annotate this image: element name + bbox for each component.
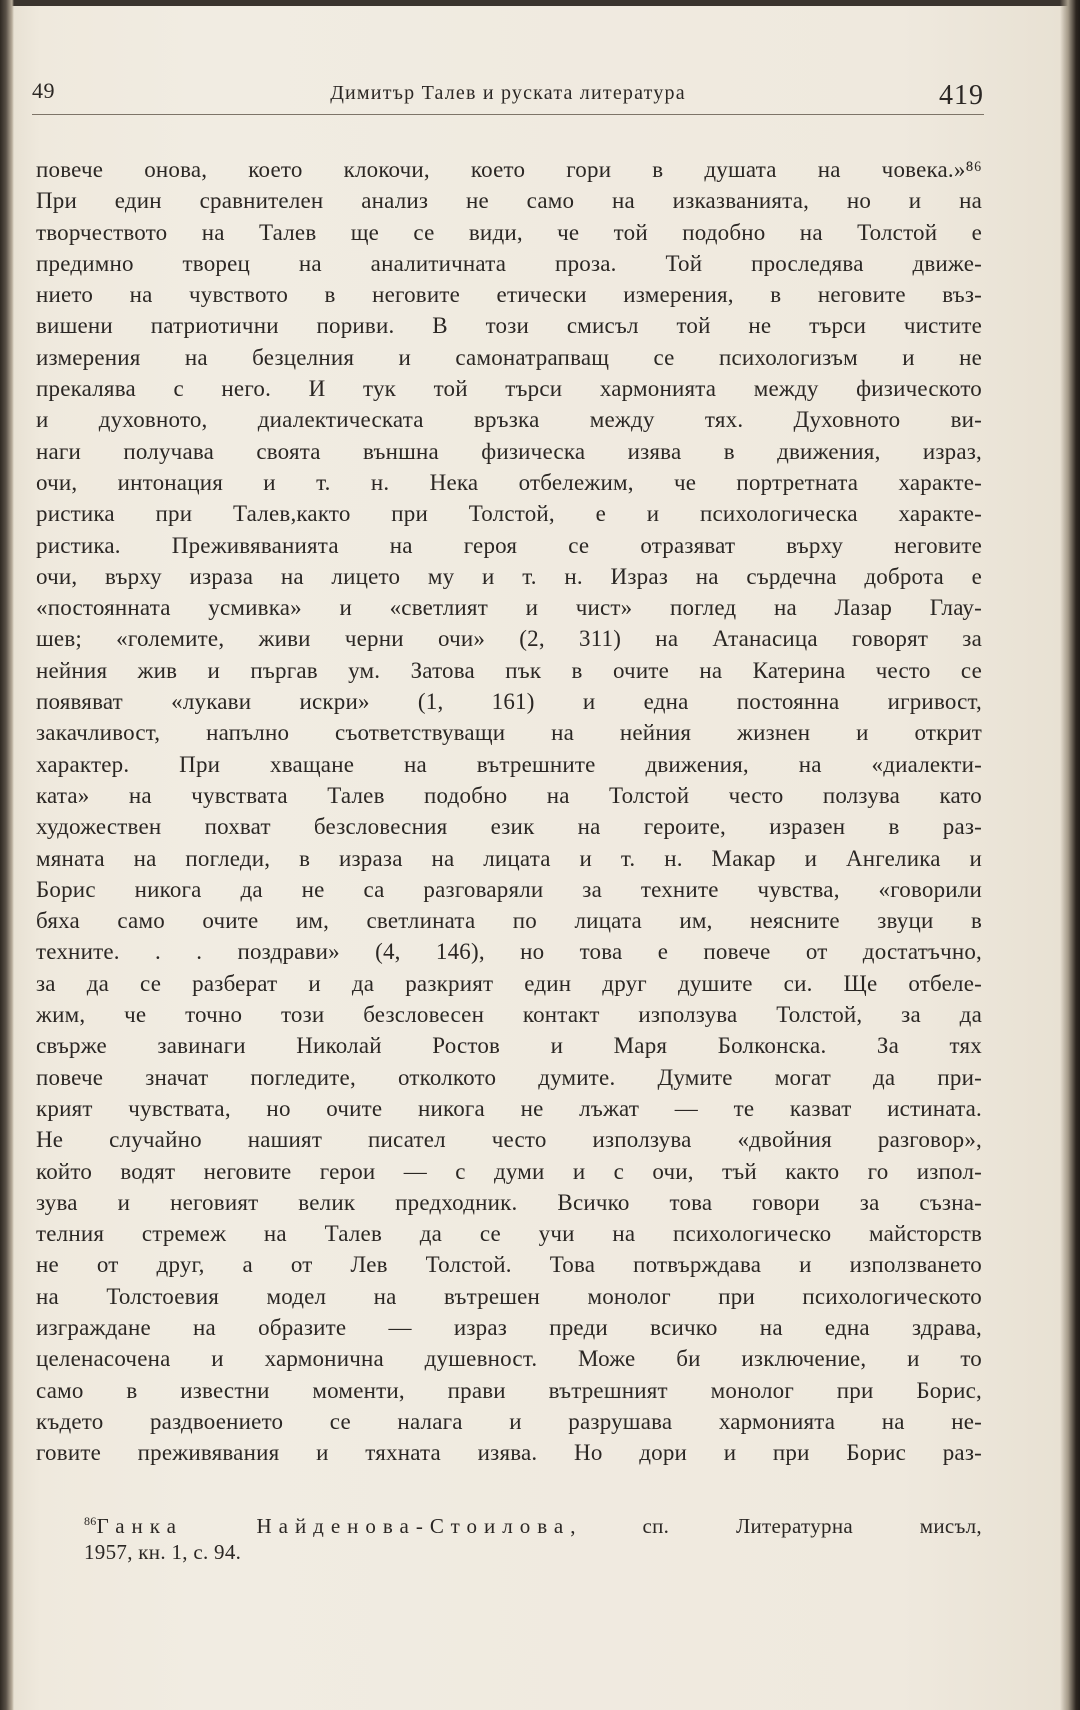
text-line: ристика. Преживяванията на героя се отразяват върху неговите (36, 532, 982, 558)
text-line: крият чувствата, но очите никога не лъжат — те казват истината. (36, 1095, 982, 1121)
text-line: техните. . . поздрави» (4, 146), но това е повече от достатъчно, (36, 939, 982, 965)
footnote-line (84, 1508, 982, 1539)
text-line: който водят неговите герои — с думи и с очи, тъй както го изпол- (36, 1158, 982, 1184)
text-line: художествен похват безсловесния език на героите, изразен в раз- (36, 814, 982, 840)
text-line: за да се разберат и да разкрият един друг душите си. Ще отбеле- (36, 970, 982, 996)
running-head (32, 78, 984, 112)
text-line: и духовното, диалектическата връзка между тях. Духовното ви- (36, 407, 982, 433)
text-line: бяха само очите им, светлината по лицата им, неясните звуци в (36, 908, 982, 934)
page-number: 419 (939, 80, 984, 111)
text-line: жим, че точно този безсловесен контакт използува Толстой, за да (36, 1002, 982, 1028)
text-line: закачливост, напълно съответствуващи на нейния жизнен и открит (36, 720, 982, 746)
text-line: предимно творец на аналитичната проза. Той проследява движе- (36, 250, 982, 276)
text-line: на Толстоевия модел на вътрешен монолог при психологическото (36, 1283, 982, 1309)
text-line: телния стремеж на Талев да се учи на психологическо майсторств (36, 1221, 982, 1247)
text-line: нейния жив и пъргав ум. Затова пък в очите на Катерина често се (36, 657, 982, 683)
text-line: появяват «лукави искри» (1, 161) и една постоянна игривост, (36, 689, 982, 715)
section-number: 49 (32, 78, 55, 103)
text-line: очи, върху израза на лицето му и т. н. Израз на сърдечна доброта е (36, 563, 982, 589)
text-line: говите преживявания и тяхната изява. Но дори и при Борис раз- (36, 1440, 982, 1466)
text-line: само в известни моменти, прави вътрешният монолог при Борис, (36, 1377, 982, 1403)
text-line: повече онова, което клокочи, което гори в душата на човека.»⁸⁶ (36, 157, 982, 182)
text-line: нието на чувството в неговите етически измерения, в неговите въз- (36, 282, 982, 308)
text-line: повече значат погледите, отколкото думите. Думите могат да при- (36, 1064, 982, 1090)
text-line: творчеството на Талев ще се види, че той подобно на Толстой е (36, 219, 982, 245)
text-line: зува и неговият велик предходник. Всичко това говори за съзна- (36, 1189, 982, 1215)
text-line: вишени патриотични пориви. В този смисъл той не търси чистите (36, 313, 982, 339)
text-line: При един сравнителен анализ не само на изказванията, но и на (36, 188, 982, 214)
text-line: свърже завинаги Николай Ростов и Маря Болконска. За тях (36, 1033, 982, 1059)
text-line: ката» на чувствата Талев подобно на Толстой често ползува като (36, 782, 982, 808)
footnote (84, 1508, 982, 1565)
text-line: Не случайно нашият писател често използува «двойния разговор», (36, 1127, 982, 1153)
footnote-line: 1957, кн. 1, с. 94. (84, 1540, 242, 1564)
text-line: «постоянната усмивка» и «светлият и чист» поглед на Лазар Глау- (36, 595, 982, 621)
page-binding-shadow (0, 0, 14, 1710)
running-title: Димитър Талев и руската литература (330, 82, 686, 104)
header-rule (32, 114, 984, 115)
scan-top-edge (0, 0, 1080, 6)
footnote-marker: 86 (84, 1514, 97, 1528)
text-line: изграждане на образите — израз преди всичко на една здрава, (36, 1314, 982, 1340)
text-line: наги получава своята външна физическа изява в движения, израз, (36, 438, 982, 464)
text-line: шев; «големите, живи черни очи» (2, 311) на Атанасица говорят за (36, 626, 982, 652)
scan-right-edge (1060, 0, 1080, 1710)
footnote-author: Ганка Найденова-Стоилова (96, 1514, 571, 1538)
text-line: измерения на безцелния и самонатрапващ се психологизъм и не (36, 344, 982, 370)
text-line: прекалява с него. И тук той търси хармонията между физическото (36, 376, 982, 402)
text-line: където раздвоението се налага и разрушава хармонията на не- (36, 1408, 982, 1434)
text-line: мяната на погледи, в израза на лицата и т. н. Макар и Ангелика и (36, 845, 982, 871)
text-line: не от друг, а от Лев Толстой. Това потвърждава и използването (36, 1252, 982, 1278)
body-text (36, 154, 982, 1468)
text-line: целенасочена и хармонична душевност. Може би изключение, и то (36, 1346, 982, 1372)
footnote-source: , сп. Литературна мисъл, (570, 1514, 982, 1538)
text-line: характер. При хващане на вътрешните движения, на «диалекти- (36, 751, 982, 777)
text-line: Борис никога да не са разговаряли за техните чувства, «говорили (36, 876, 982, 902)
text-line: ристика при Талев,както при Толстой, е и психологическа характе- (36, 501, 982, 527)
text-line: очи, интонация и т. н. Нека отбележим, че портретната характе- (36, 469, 982, 495)
